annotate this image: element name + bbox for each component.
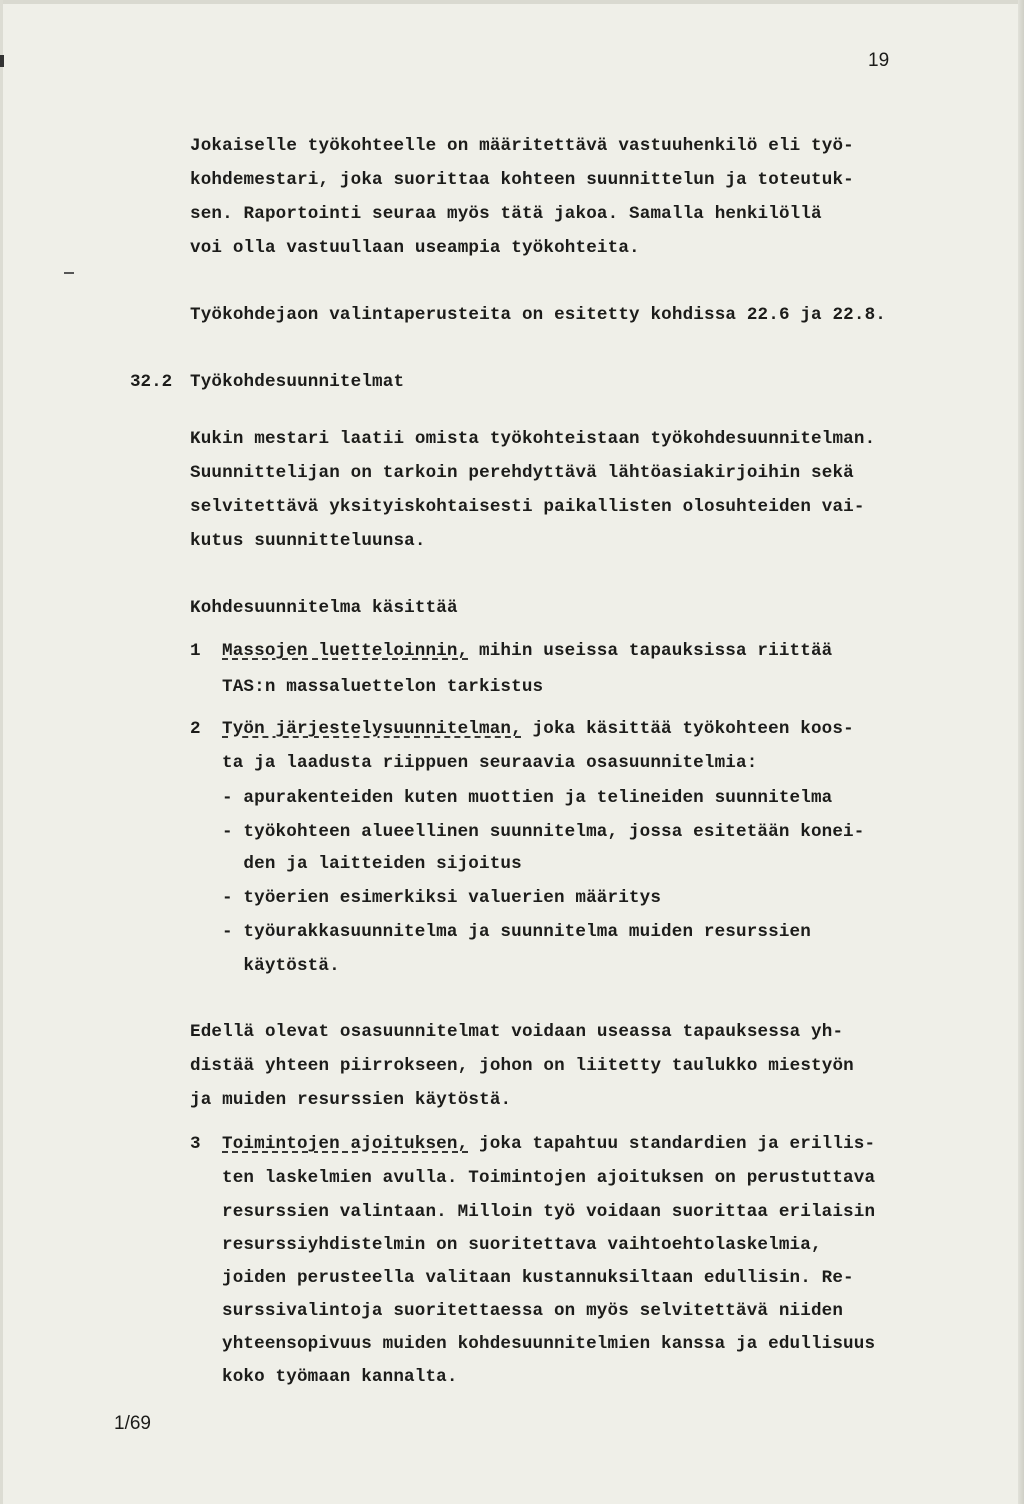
item2-bullet3: - työerien esimerkiksi valuerien määritys (222, 888, 662, 908)
item3-line4: resurssiyhdistelmin on suoritettava vaihtoehtolaskelmia, (222, 1235, 822, 1255)
item1-number: 1 (190, 641, 201, 661)
page-right-edge (1018, 0, 1024, 1504)
item2-bullet2: - työkohteen alueellinen suunnitelma, jossa esitetään konei- (222, 822, 865, 842)
item1-line1 (222, 640, 832, 662)
para4-line3: ja muiden resurssien käytöstä. (190, 1090, 512, 1110)
section-title: Työkohdesuunnitelmat (190, 372, 405, 392)
para3-line1: Kukin mestari laatii omista työkohteistaan työkohdesuunnitelman. (190, 429, 876, 449)
margin-mark (64, 272, 74, 274)
page-top-edge (0, 0, 1024, 4)
para1-line1: Jokaiselle työkohteelle on määritettävä vastuuhenkilö eli työ- (190, 136, 854, 156)
item2-line1 (222, 718, 854, 740)
item3-line2: ten laskelmien avulla. Toimintojen ajoituksen on perustuttava (222, 1168, 876, 1188)
item3-line8: koko työmaan kannalta. (222, 1367, 458, 1387)
item2-heading: Työn järjestelysuunnitelman, (222, 719, 522, 739)
item3-line5: joiden perusteella valitaan kustannuksiltaan edullisin. Re- (222, 1268, 854, 1288)
page-left-edge (0, 0, 3, 1504)
item2-text: joka käsittää työkohteen koos- (521, 719, 854, 739)
item1-text: mihin useissa tapauksissa riittää (468, 641, 833, 661)
item3-text: joka tapahtuu standardien ja erillis- (468, 1134, 876, 1154)
para3-line3: selvitettävä yksityiskohtaisesti paikallisten olosuhteiden vai- (190, 497, 865, 517)
footer-code: 1/69 (114, 1413, 151, 1434)
item3-heading: Toimintojen ajoituksen, (222, 1134, 469, 1154)
item2-bullet4: - työurakkasuunnitelma ja suunnitelma muiden resurssien (222, 922, 811, 942)
item1-line2: TAS:n massaluettelon tarkistus (222, 677, 544, 697)
para3-line4: kutus suunnitteluunsa. (190, 531, 426, 551)
para2-line: Työkohdejaon valintaperusteita on esitetty kohdissa 22.6 ja 22.8. (190, 305, 887, 325)
para4-line1: Edellä olevat osasuunnitelmat voidaan useassa tapauksessa yh- (190, 1022, 844, 1042)
para1-line2: kohdemestari, joka suorittaa kohteen suunnittelun ja toteutuk- (190, 170, 854, 190)
item2-number: 2 (190, 719, 201, 739)
item1-heading: Massojen luetteloinnin, (222, 641, 469, 661)
item3-line7: yhteensopivuus muiden kohdesuunnitelmien kanssa ja edullisuus (222, 1334, 876, 1354)
binding-mark (0, 55, 4, 67)
item2-line2: ta ja laadusta riippuen seuraavia osasuunnitelmia: (222, 753, 758, 773)
item3-line6: surssivalintoja suoritettaessa on myös selvitettävä niiden (222, 1301, 844, 1321)
para1-line4: voi olla vastuullaan useampia työkohteita. (190, 238, 640, 258)
item2-bullet4-cont: käytöstä. (222, 956, 340, 976)
para1-line3: sen. Raportointi seuraa myös tätä jakoa. Samalla henkilöllä (190, 204, 822, 224)
item3-number: 3 (190, 1134, 201, 1154)
item2-bullet1: - apurakenteiden kuten muottien ja telineiden suunnitelma (222, 788, 833, 808)
page-number: 19 (868, 50, 890, 71)
para3-line2: Suunnittelijan on tarkoin perehdyttävä lähtöasiakirjoihin sekä (190, 463, 854, 483)
item2-bullet2-cont: den ja laitteiden sijoitus (222, 854, 522, 874)
para4-line2: distää yhteen piirrokseen, johon on liitetty taulukko miestyön (190, 1056, 854, 1076)
item3-line1 (222, 1133, 875, 1155)
item3-line3: resurssien valintaan. Milloin työ voidaan suorittaa erilaisin (222, 1202, 876, 1222)
section-number: 32.2 (130, 372, 173, 392)
list-intro: Kohdesuunnitelma käsittää (190, 598, 458, 618)
